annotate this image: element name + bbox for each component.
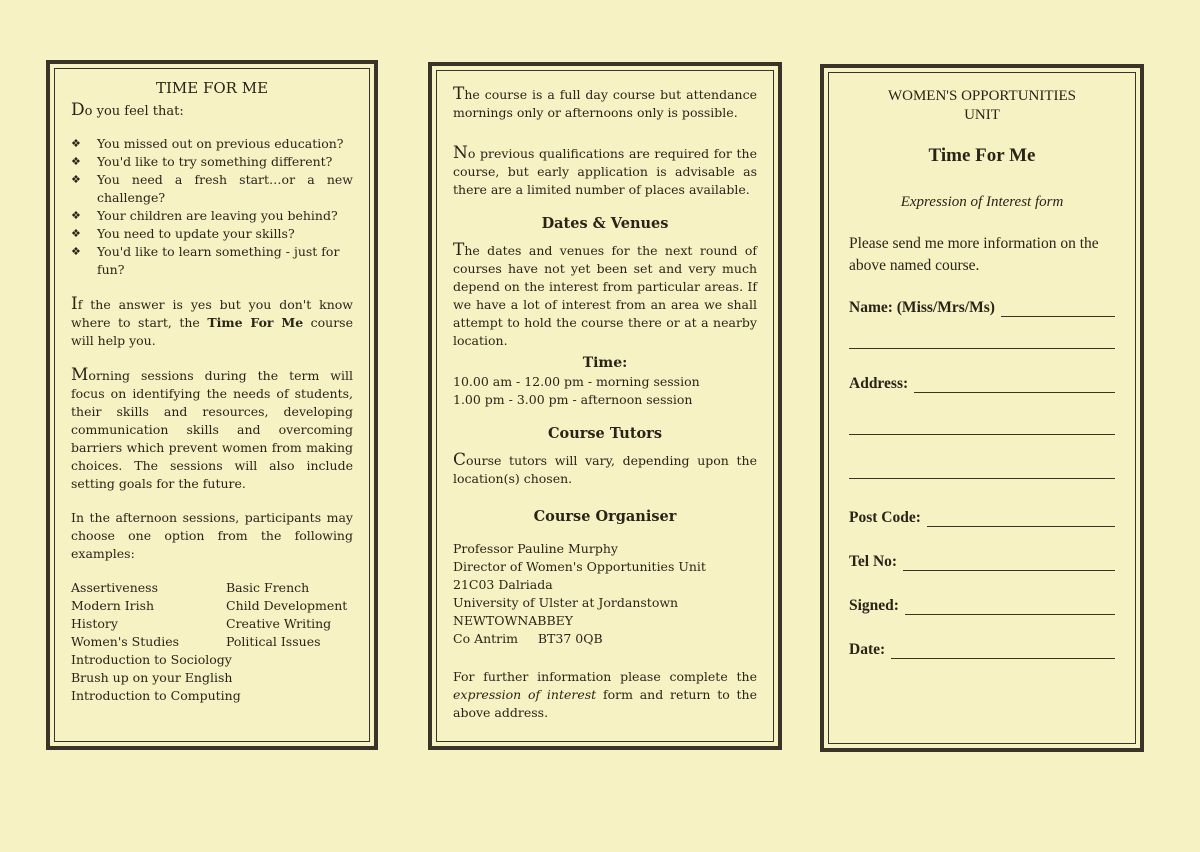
address-line: Co Antrim BT37 0QB (453, 631, 603, 646)
list-item-text: You'd like to try something different? (97, 154, 333, 169)
panel-course-details (428, 62, 782, 750)
panel-time-for-me (46, 60, 378, 750)
postcode-line[interactable] (927, 510, 1115, 527)
signed-label: Signed: (849, 597, 899, 614)
address-line: Director of Women's Opportunities Unit (453, 559, 706, 574)
course-name: Time For Me (207, 315, 304, 330)
option-item: Introduction to Sociology (71, 652, 232, 667)
panel-title: TIME FOR ME (155, 79, 269, 97)
answer-text-a: If the answer is yes but you don't know where to start, the (71, 294, 353, 330)
address-line: Professor Pauline Murphy (453, 541, 618, 556)
list-item-text: You need a fresh start…or a new challenge? (97, 172, 353, 205)
list-item-text: You need to update your skills? (97, 226, 295, 241)
tutors-paragraph: Course tutors will vary, depending upon the location(s) chosen. (453, 450, 757, 486)
tel-label: Tel No: (849, 553, 898, 570)
footer-text-b: form and return to the above address. (453, 687, 757, 720)
option-item: Modern Irish (71, 598, 155, 613)
options-list (71, 579, 353, 651)
time-line: 1.00 pm - 3.00 pm - afternoon session (453, 392, 693, 407)
address-line-3[interactable] (849, 477, 1115, 479)
name-line[interactable] (1001, 300, 1115, 317)
option-item: Creative Writing (226, 616, 332, 631)
address-line: 21C03 Dalriada (453, 577, 553, 592)
date-field[interactable] (849, 637, 1115, 659)
list-item-text: Your children are leaving you behind? (97, 208, 338, 223)
panel-inner (436, 70, 774, 742)
unit-line: WOMEN'S OPPORTUNITIES (887, 88, 1077, 104)
postcode-field[interactable] (849, 505, 1115, 527)
date-label: Date: (849, 641, 886, 658)
options-column-left (71, 579, 226, 651)
option-item: History (71, 616, 118, 631)
tutors-heading: Course Tutors (547, 425, 662, 442)
diamond-bullet-icon: ❖ (71, 209, 81, 222)
list-item (71, 243, 353, 279)
list-item-text: You missed out on previous education? (97, 136, 344, 151)
form-title: Time For Me (928, 145, 1036, 166)
time-line: 10.00 am - 12.00 pm - morning session (453, 374, 700, 389)
diamond-bullet-icon: ❖ (71, 245, 81, 258)
date-line[interactable] (891, 642, 1115, 659)
list-item (71, 171, 353, 207)
organiser-address (453, 540, 757, 648)
form-reference: expression of interest (453, 687, 597, 702)
address-line: NEWTOWNABBEY (453, 613, 574, 628)
list-item (71, 135, 353, 153)
name-label: Name: (Miss/Mrs/Ms) (849, 299, 995, 316)
morning-paragraph: Morning sessions during the term will focus on identifying the needs of students, their skills and resources, developing communication skills and overcoming barriers which prevent women from making choices. The sessions will also include setting goals for the future. (71, 365, 353, 491)
list-item (71, 153, 353, 171)
answer-text-b: course will help you. (71, 315, 353, 348)
dates-heading: Dates & Venues (541, 215, 669, 232)
tel-field[interactable] (849, 549, 1115, 571)
qualifications-paragraph: No previous qualifications are required for the course, but early application is advisable as there are a limited number of places available. (453, 143, 757, 197)
unit-name (849, 87, 1115, 125)
form-intro: Please send me more information on the above named course. (849, 235, 1099, 274)
dates-paragraph: The dates and venues for the next round of courses have not yet been set and very much depend on the interest from particular areas. If we have a lot of interest from an area we shall attempt to hold the course there or at a nearby location. (453, 240, 757, 348)
unit-line: UNIT (964, 107, 1000, 123)
signed-field[interactable] (849, 593, 1115, 615)
intro-text: Do you feel that: (71, 100, 184, 120)
panel-interest-form (820, 64, 1144, 752)
option-item: Introduction to Computing (71, 688, 241, 703)
list-item (71, 225, 353, 243)
diamond-bullet-icon: ❖ (71, 155, 81, 168)
option-item: Brush up on your English (71, 670, 233, 685)
question-list (71, 135, 353, 279)
address-field[interactable] (849, 371, 1115, 393)
diamond-bullet-icon: ❖ (71, 173, 81, 186)
footer-text-a: For further information please complete the (453, 669, 757, 684)
diamond-bullet-icon: ❖ (71, 137, 81, 150)
panel-inner (54, 68, 370, 742)
diamond-bullet-icon: ❖ (71, 227, 81, 240)
option-item: Assertiveness (71, 580, 158, 595)
option-item: Child Development (226, 598, 348, 613)
signed-line[interactable] (905, 598, 1115, 615)
tel-line[interactable] (903, 554, 1115, 571)
panel-inner (828, 72, 1136, 744)
organiser-heading: Course Organiser (533, 508, 677, 525)
option-item: Political Issues (226, 634, 321, 649)
options-column-right (226, 579, 353, 651)
address-line-2[interactable] (849, 433, 1115, 435)
option-item: Basic French (226, 580, 310, 595)
name-line-2[interactable] (849, 347, 1115, 349)
list-item-text: You'd like to learn something - just for fun? (97, 244, 340, 277)
answer-paragraph (71, 295, 353, 350)
time-heading: Time: (582, 355, 628, 371)
footer-paragraph (453, 668, 757, 722)
postcode-label: Post Code: (849, 509, 921, 526)
name-field[interactable] (849, 295, 1115, 317)
address-line[interactable] (914, 376, 1115, 393)
option-item: Women's Studies (71, 634, 180, 649)
form-subtitle: Expression of Interest form (900, 194, 1064, 210)
address-line: University of Ulster at Jordanstown (453, 595, 679, 610)
list-item (71, 207, 353, 225)
address-label: Address: (849, 375, 909, 392)
afternoon-paragraph: In the afternoon sessions, participants may choose one option from the following examples: (71, 510, 353, 561)
attendance-paragraph: The course is a full day course but attendance mornings only or afternoons only is possible. (453, 84, 757, 120)
